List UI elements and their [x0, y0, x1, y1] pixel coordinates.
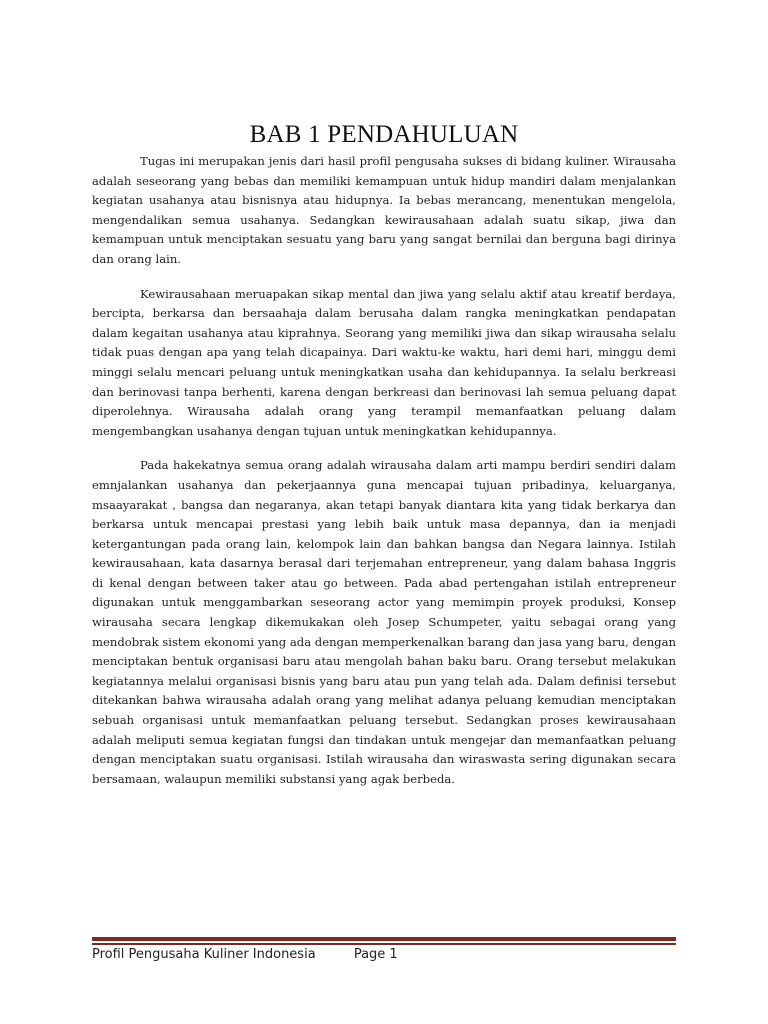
page-number: Page 1: [353, 947, 398, 962]
footer-divider-thin: [92, 943, 676, 945]
page-title: BAB 1 PENDAHULUAN: [249, 120, 519, 148]
paragraph-1: Tugas ini merupakan jenis dari hasil profil pengusaha sukses di bidang kuliner. Wirausaha adalah seseorang yang bebas dan memiliki kemampuan untuk hidup mandiri dalam menjalankan kegiatan usahanya atau bisnisnya atau hidupnya. Ia bebas merancang, menentukan mengelola, mengendalikan semua usahanya. Sedangkan kewirausahaan adalah suatu sikap, jiwa dan kemampuan untuk menciptakan sesuatu yang baru yang sangat bernilai dan berguna bagi dirinya dan orang lain.: [92, 154, 676, 266]
page-footer: [92, 947, 398, 962]
document-body: [92, 152, 676, 804]
paragraph-3: Pada hakekatnya semua orang adalah wirausaha dalam arti mampu berdiri sendiri dalam emnjalankan usahanya dan pekerjaannya guna mencapai tujuan pribadinya, keluarganya, msaayarakat , bangsa dan negaranya, akan tetapi banyak diantara kita yang tidak berkarya dan berkarsa untuk mencapai prestasi yang lebih baik untuk masa depannya, dan ia menjadi ketergantungan pada orang lain, kelompok lain dan bahkan bangsa dan Negara lainnya. Istilah kewirausahaan, kata dasarnya berasal dari terjemahan entrepreneur, yang dalam bahasa Inggris di kenal dengan between taker atau go between. Pada abad pertengahan istilah entrepreneur digunakan untuk menggambarkan seseorang actor yang memimpin proyek produksi, Konsep wirausaha secara lengkap dikemukakan oleh Josep Schumpeter, yaitu sebagai orang yang mendobrak sistem ekonomi yang ada dengan memperkenalkan barang dan jasa yang baru, dengan menciptakan bentuk organisasi baru atau mengolah bahan baku baru. Orang tersebut melakukan kegiatannya melalui organisasi bisnis yang baru atau pun yang telah ada. Dalam definisi tersebut ditekankan bahwa wirausaha adalah orang yang melihat adanya peluang kemudian menciptakan sebuah organisasi untuk memanfaatkan peluang tersebut. Sedangkan proses kewirausahaan adalah meliputi semua kegiatan fungsi dan tindakan untuk mengejar dan memanfaatkan peluang dengan menciptakan suatu organisasi. Istilah wirausaha dan wiraswasta sering digunakan secara bersamaan, walaupun memiliki substansi yang agak berbeda.: [92, 458, 676, 786]
footer-divider: [92, 937, 676, 946]
footer-title: Profil Pengusaha Kuliner Indonesia: [92, 947, 316, 962]
paragraph-2: Kewirausahaan meruapakan sikap mental dan jiwa yang selalu aktif atau kreatif berdaya, bercipta, berkarsa dan bersaahaja dalam berusaha dalam rangka meningkatkan pendapatan dalam kegaitan usahanya atau kiprahnya. Seorang yang memiliki jiwa dan sikap wirausaha selalu tidak puas dengan apa yang telah dicapainya. Dari waktu-ke waktu, hari demi hari, minggu demi minggi selalu mencari peluang untuk meningkatkan usaha dan kehidupannya. Ia selalu berkreasi dan berinovasi tanpa berhenti, karena dengan berkreasi dan berinovasi lah semua peluang dapat diperolehnya. Wirausaha adalah orang yang terampil memanfaatkan peluang dalam mengembangkan usahanya dengan tujuan untuk meningkatkan kehidupannya.: [92, 286, 676, 438]
footer-divider-thick: [92, 937, 676, 941]
